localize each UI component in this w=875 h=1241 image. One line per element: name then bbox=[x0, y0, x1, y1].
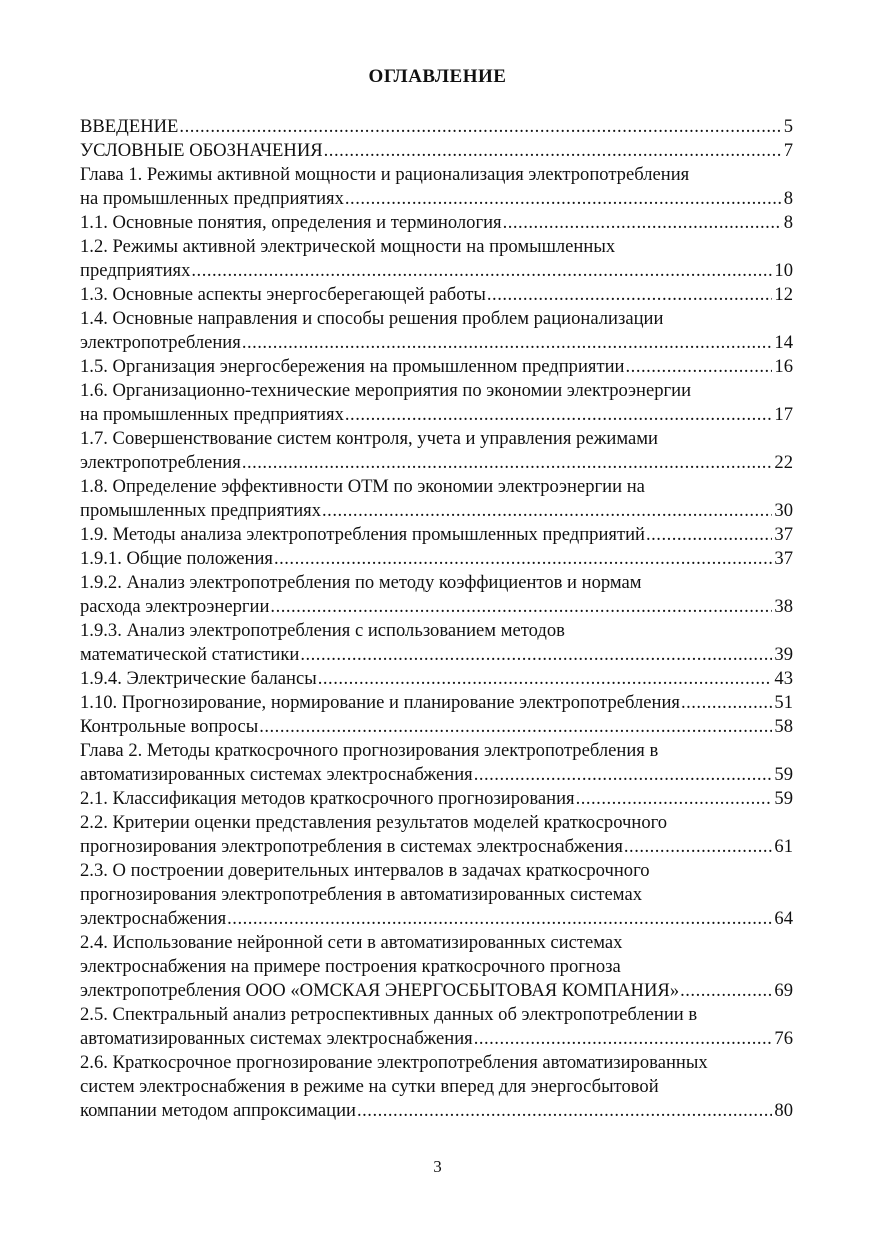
toc-entry[interactable] bbox=[80, 235, 793, 283]
toc-entry-text: электроснабжения bbox=[80, 908, 227, 929]
toc-entry-row bbox=[80, 259, 793, 283]
toc-page-number: 10 bbox=[774, 260, 793, 281]
toc-entry-row bbox=[80, 331, 793, 355]
toc-entry-row bbox=[80, 547, 793, 571]
toc-page-number: 8 bbox=[783, 188, 793, 209]
toc-entry-row bbox=[80, 211, 793, 235]
toc-entry-text: автоматизированных системах электроснабжения bbox=[80, 764, 473, 785]
toc-entry-text: электропотребления bbox=[80, 452, 241, 473]
toc-entry[interactable] bbox=[80, 547, 793, 571]
toc-entry-text: компании методом аппроксимации bbox=[80, 1100, 356, 1121]
toc-entry-text: на промышленных предприятиях bbox=[80, 404, 344, 425]
toc-entry[interactable] bbox=[80, 1003, 793, 1051]
toc-entry[interactable] bbox=[80, 715, 793, 739]
toc-entry[interactable] bbox=[80, 211, 793, 235]
dot-leader bbox=[345, 187, 782, 211]
toc-entry-row bbox=[80, 1027, 793, 1051]
toc-entry-text: 1.9. Методы анализа электропотребления промышленных предприятий bbox=[80, 524, 645, 545]
toc-entry[interactable] bbox=[80, 931, 793, 1003]
toc-page-number: 22 bbox=[774, 452, 793, 473]
dot-leader bbox=[474, 763, 773, 787]
toc-entry-row bbox=[80, 403, 793, 427]
toc-entry-text: предприятиях bbox=[80, 260, 191, 281]
toc-entry-text: 2.4. Использование нейронной сети в автоматизированных системах bbox=[80, 932, 623, 953]
toc-entry-row bbox=[80, 187, 793, 211]
toc-entry[interactable] bbox=[80, 139, 793, 163]
toc-page-number: 58 bbox=[774, 716, 793, 737]
toc-entry[interactable] bbox=[80, 283, 793, 307]
toc-entry-text: автоматизированных системах электроснабжения bbox=[80, 1028, 473, 1049]
toc-entry[interactable] bbox=[80, 667, 793, 691]
dot-leader bbox=[680, 979, 772, 1003]
toc-entry[interactable] bbox=[80, 523, 793, 547]
toc-entry-text: Глава 2. Методы краткосрочного прогнозирования электропотребления в bbox=[80, 740, 659, 761]
dot-leader bbox=[576, 787, 773, 811]
toc-entry-text: 1.9.3. Анализ электропотребления с использованием методов bbox=[80, 620, 565, 641]
toc-entry-row bbox=[80, 283, 793, 307]
dot-leader bbox=[357, 1099, 772, 1123]
toc-entry-text: промышленных предприятиях bbox=[80, 500, 322, 521]
toc-entry-row bbox=[80, 835, 793, 859]
toc-entry-text: 1.2. Режимы активной электрической мощности на промышленных bbox=[80, 236, 616, 257]
toc-page-number: 51 bbox=[774, 692, 793, 713]
toc-entry-text: 1.6. Организационно-технические мероприятия по экономии электроэнергии bbox=[80, 380, 692, 401]
toc-page-number: 37 bbox=[774, 524, 793, 545]
toc-page-number: 14 bbox=[774, 332, 793, 353]
dot-leader bbox=[242, 331, 773, 355]
toc-entry-row bbox=[80, 787, 793, 811]
toc-entry-text: 1.5. Организация энергосбережения на промышленном предприятии bbox=[80, 356, 625, 377]
dot-leader bbox=[626, 355, 773, 379]
toc-entry-text: Контрольные вопросы bbox=[80, 716, 259, 737]
toc-entry-text: математической статистики bbox=[80, 644, 300, 665]
dot-leader bbox=[274, 547, 772, 571]
toc-page-number: 43 bbox=[774, 668, 793, 689]
toc-entry-text: 1.7. Совершенствование систем контроля, учета и управления режимами bbox=[80, 428, 658, 449]
toc-entry-text: 1.8. Определение эффективности ОТМ по экономии электроэнергии на bbox=[80, 476, 645, 497]
toc-entry-text: 2.3. О построении доверительных интервалов в задачах краткосрочного bbox=[80, 860, 650, 881]
toc-page-number: 69 bbox=[774, 980, 793, 1001]
dot-leader bbox=[474, 1027, 773, 1051]
toc-entry-text: прогнозирования электропотребления в системах электроснабжения bbox=[80, 836, 623, 857]
toc-entry-text: 1.9.1. Общие положения bbox=[80, 548, 273, 569]
dot-leader bbox=[270, 595, 772, 619]
dot-leader bbox=[318, 667, 773, 691]
toc-page-number: 61 bbox=[774, 836, 793, 857]
dot-leader bbox=[487, 283, 773, 307]
dot-leader bbox=[300, 643, 772, 667]
dot-leader bbox=[624, 835, 773, 859]
page-title: ОГЛАВЛЕНИЕ bbox=[368, 66, 507, 87]
toc-page-number: 59 bbox=[774, 764, 793, 785]
toc-page-number: 17 bbox=[774, 404, 793, 425]
toc-entry-text: 2.2. Критерии оценки представления результатов моделей краткосрочного bbox=[80, 812, 668, 833]
toc-entry-row bbox=[80, 643, 793, 667]
toc-entry-text: 1.9.4. Электрические балансы bbox=[80, 668, 317, 689]
toc-entry[interactable] bbox=[80, 859, 793, 931]
dot-leader bbox=[259, 715, 772, 739]
toc-entry-row bbox=[80, 667, 793, 691]
toc-page-number: 7 bbox=[783, 140, 793, 161]
toc-page-number: 64 bbox=[774, 908, 793, 929]
dot-leader bbox=[345, 403, 773, 427]
dot-leader bbox=[322, 499, 772, 523]
toc-entry[interactable] bbox=[80, 379, 793, 427]
toc-entry[interactable] bbox=[80, 115, 793, 139]
dot-leader bbox=[191, 259, 772, 283]
toc-entry[interactable] bbox=[80, 355, 793, 379]
toc-entry-row bbox=[80, 451, 793, 475]
page-number: 3 bbox=[433, 1157, 442, 1176]
toc-entry-text: ВВЕДЕНИЕ bbox=[80, 116, 179, 137]
toc-entry-text: 2.6. Краткосрочное прогнозирование электропотребления автоматизированных bbox=[80, 1052, 708, 1073]
toc-page-number: 8 bbox=[783, 212, 793, 233]
toc-page-number: 38 bbox=[774, 596, 793, 617]
toc-entry-text: 2.1. Классификация методов краткосрочного прогнозирования bbox=[80, 788, 575, 809]
toc-page-number: 16 bbox=[774, 356, 793, 377]
toc-entry[interactable] bbox=[80, 787, 793, 811]
toc-entry[interactable] bbox=[80, 475, 793, 523]
toc-entry[interactable] bbox=[80, 1051, 793, 1123]
toc-entry-text: электроснабжения на примере построения краткосрочного прогноза bbox=[80, 956, 621, 977]
toc-entry-text: прогнозирования электропотребления в автоматизированных системах bbox=[80, 884, 642, 905]
toc-entry[interactable] bbox=[80, 811, 793, 859]
toc-entry[interactable] bbox=[80, 307, 793, 355]
dot-leader bbox=[681, 691, 772, 715]
toc-entry-text: систем электроснабжения в режиме на сутки вперед для энергосбытовой bbox=[80, 1076, 659, 1097]
dot-leader bbox=[227, 907, 772, 931]
toc-entry-text: 1.4. Основные направления и способы решения проблем рационализации bbox=[80, 308, 664, 329]
toc-entry[interactable] bbox=[80, 739, 793, 787]
toc-entry-text: 1.3. Основные аспекты энергосберегающей работы bbox=[80, 284, 486, 305]
toc-entry-row bbox=[80, 763, 793, 787]
toc-entry-row bbox=[80, 691, 793, 715]
toc-entry-row bbox=[80, 595, 793, 619]
toc-page-number: 76 bbox=[774, 1028, 793, 1049]
toc-entry-text: на промышленных предприятиях bbox=[80, 188, 344, 209]
toc-entry-text: 2.5. Спектральный анализ ретроспективных данных об электропотреблении в bbox=[80, 1004, 698, 1025]
dot-leader bbox=[242, 451, 773, 475]
toc-entry[interactable] bbox=[80, 571, 793, 619]
toc-entry-row bbox=[80, 979, 793, 1003]
dot-leader bbox=[646, 523, 772, 547]
toc-page-number: 5 bbox=[783, 116, 793, 137]
toc-entry-text: электропотребления ООО «ОМСКАЯ ЭНЕРГОСБЫТОВАЯ КОМПАНИЯ» bbox=[80, 980, 680, 1001]
toc-entry[interactable] bbox=[80, 691, 793, 715]
toc-entry-text: расхода электроэнергии bbox=[80, 596, 270, 617]
toc-entry-text: УСЛОВНЫЕ ОБОЗНАЧЕНИЯ bbox=[80, 140, 323, 161]
toc-entry-row bbox=[80, 499, 793, 523]
toc-entry-row bbox=[80, 907, 793, 931]
toc-page-number: 37 bbox=[774, 548, 793, 569]
toc-page-number: 30 bbox=[774, 500, 793, 521]
table-of-contents bbox=[80, 115, 793, 1123]
toc-page-number: 59 bbox=[774, 788, 793, 809]
dot-leader bbox=[179, 115, 781, 139]
toc-entry-text: электропотребления bbox=[80, 332, 241, 353]
toc-page-number: 12 bbox=[774, 284, 793, 305]
toc-entry-text: 1.10. Прогнозирование, нормирование и планирование электропотребления bbox=[80, 692, 680, 713]
toc-entry-row bbox=[80, 115, 793, 139]
dot-leader bbox=[324, 139, 782, 163]
toc-entry-text: 1.9.2. Анализ электропотребления по методу коэффициентов и нормам bbox=[80, 572, 642, 593]
toc-entry-row bbox=[80, 523, 793, 547]
toc-entry-text: Глава 1. Режимы активной мощности и рационализация электропотребления bbox=[80, 164, 690, 185]
toc-entry[interactable] bbox=[80, 619, 793, 667]
dot-leader bbox=[503, 211, 782, 235]
toc-entry-row bbox=[80, 355, 793, 379]
toc-entry[interactable] bbox=[80, 163, 793, 211]
toc-page-number: 80 bbox=[774, 1100, 793, 1121]
toc-entry-row bbox=[80, 139, 793, 163]
toc-page-number: 39 bbox=[774, 644, 793, 665]
toc-entry[interactable] bbox=[80, 427, 793, 475]
toc-entry-text: 1.1. Основные понятия, определения и терминология bbox=[80, 212, 502, 233]
toc-entry-row bbox=[80, 715, 793, 739]
toc-entry-row bbox=[80, 1099, 793, 1123]
